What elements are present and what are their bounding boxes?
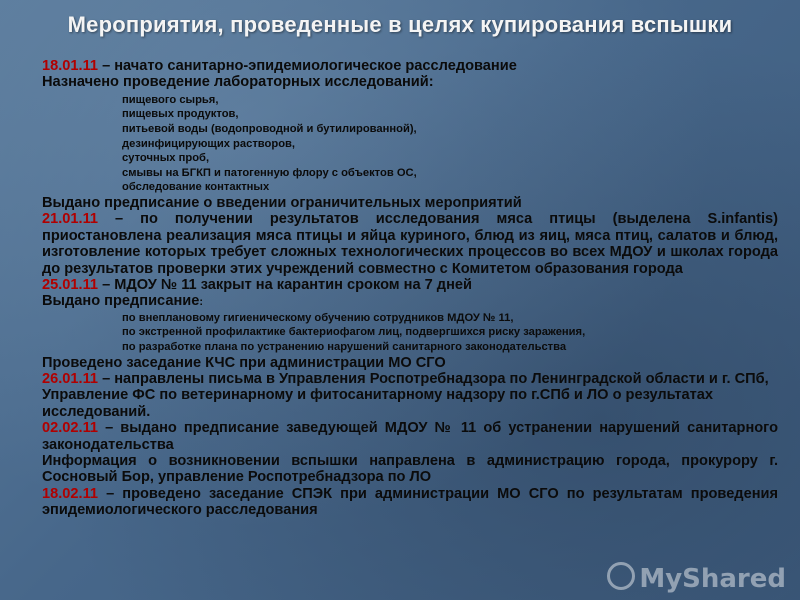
date-label: 25.01.11 xyxy=(42,277,99,293)
date-label: 26.01.11 xyxy=(42,371,99,387)
list-item: смывы на БГКП и патогенную флору с объектов ОС, xyxy=(122,166,417,179)
paragraph-text: – направлены письма в Управления Роспотребнадзора по Ленинградской области и г. СПб, Управление ФС по ветеринарному и фитосанитарному надзору по г.СПб и ЛО о результатах исследований. xyxy=(42,371,769,420)
list-item: суточных проб, xyxy=(122,152,210,165)
paragraph-restrictions: Выдано предписание о введении ограничительных мероприятий xyxy=(42,194,522,211)
paragraph-poultry-results xyxy=(42,211,778,277)
date-label: 02.02.11 xyxy=(42,420,99,437)
watermark-icon xyxy=(607,562,635,590)
paragraph-speк-meeting xyxy=(42,486,778,519)
paragraph-text: – по получении результатов исследования мяса птицы (выделена S.infantis) приостановлена реализация мяса птицы и яйца куриного, блюд из яиц, мяса птиц, салатов и блюд, изготовление которых требует сложных технологических процессов во всех МДОУ и школах города до результатов проверки этих учреждений совместно с Комитетом образования города xyxy=(42,211,778,277)
lab-test-list xyxy=(42,93,778,195)
date-label: 18.02.11 xyxy=(42,485,99,502)
list-item: пищевых продуктов, xyxy=(122,108,239,121)
list-item: по экстренной профилактике бактериофагом лиц, подвергшихся риску заражения, xyxy=(122,326,586,339)
paragraph-order-issued xyxy=(42,293,778,310)
paragraph-text: Выдано предписание xyxy=(42,293,200,310)
list-item: пищевого сырья, xyxy=(122,93,219,106)
list-item: питьевой воды (водопроводной и бутилированной), xyxy=(122,123,417,135)
list-item: по разработке плана по устранению нарушений санитарного законодательства xyxy=(122,341,567,353)
paragraph-text: – выдано предписание заведующей МДОУ № 11 об устранении нарушений санитарного законодательства xyxy=(42,420,778,453)
list-item: обследование контактных xyxy=(122,181,270,194)
slide-title: Мероприятия, проведенные в целях купирования вспышки xyxy=(67,12,733,37)
paragraph-text: – начато санитарно-эпидемиологическое расследование xyxy=(98,58,517,74)
paragraph-kchs-meeting: Проведено заседание КЧС при администрации МО СГО xyxy=(42,354,446,371)
watermark-text: MyShared xyxy=(639,564,786,594)
paragraph-text: – МДОУ № 11 закрыт на карантин сроком на 7 дней xyxy=(98,277,472,293)
list-item: дезинфицирующих растворов, xyxy=(122,137,296,150)
date-label: 21.01.11 xyxy=(42,211,99,228)
paragraph-lab-tests: Назначено проведение лабораторных исследований: xyxy=(42,74,434,91)
paragraph-information-sent: Информация о возникновении вспышки направлена в администрацию города, прокурору г. Сосновый Бор, управление Роспотребнадзора по ЛО xyxy=(42,453,778,486)
date-label: 18.01.11 xyxy=(42,58,99,74)
order-list xyxy=(42,311,778,355)
watermark xyxy=(607,562,786,594)
paragraph-text: – проведено заседание СПЭК при администрации МО СГО по результатам проведения эпидемиологического расследования xyxy=(42,485,778,519)
list-item: по внеплановому гигиеническому обучению сотрудников МДОУ № 11, xyxy=(122,311,514,324)
paragraph-order-to-head xyxy=(42,420,778,453)
slide-body xyxy=(42,58,778,519)
colon: : xyxy=(199,296,204,309)
paragraph-quarantine xyxy=(42,277,778,293)
paragraph-investigation-start xyxy=(42,58,778,74)
paragraph-letters-sent xyxy=(42,371,778,420)
